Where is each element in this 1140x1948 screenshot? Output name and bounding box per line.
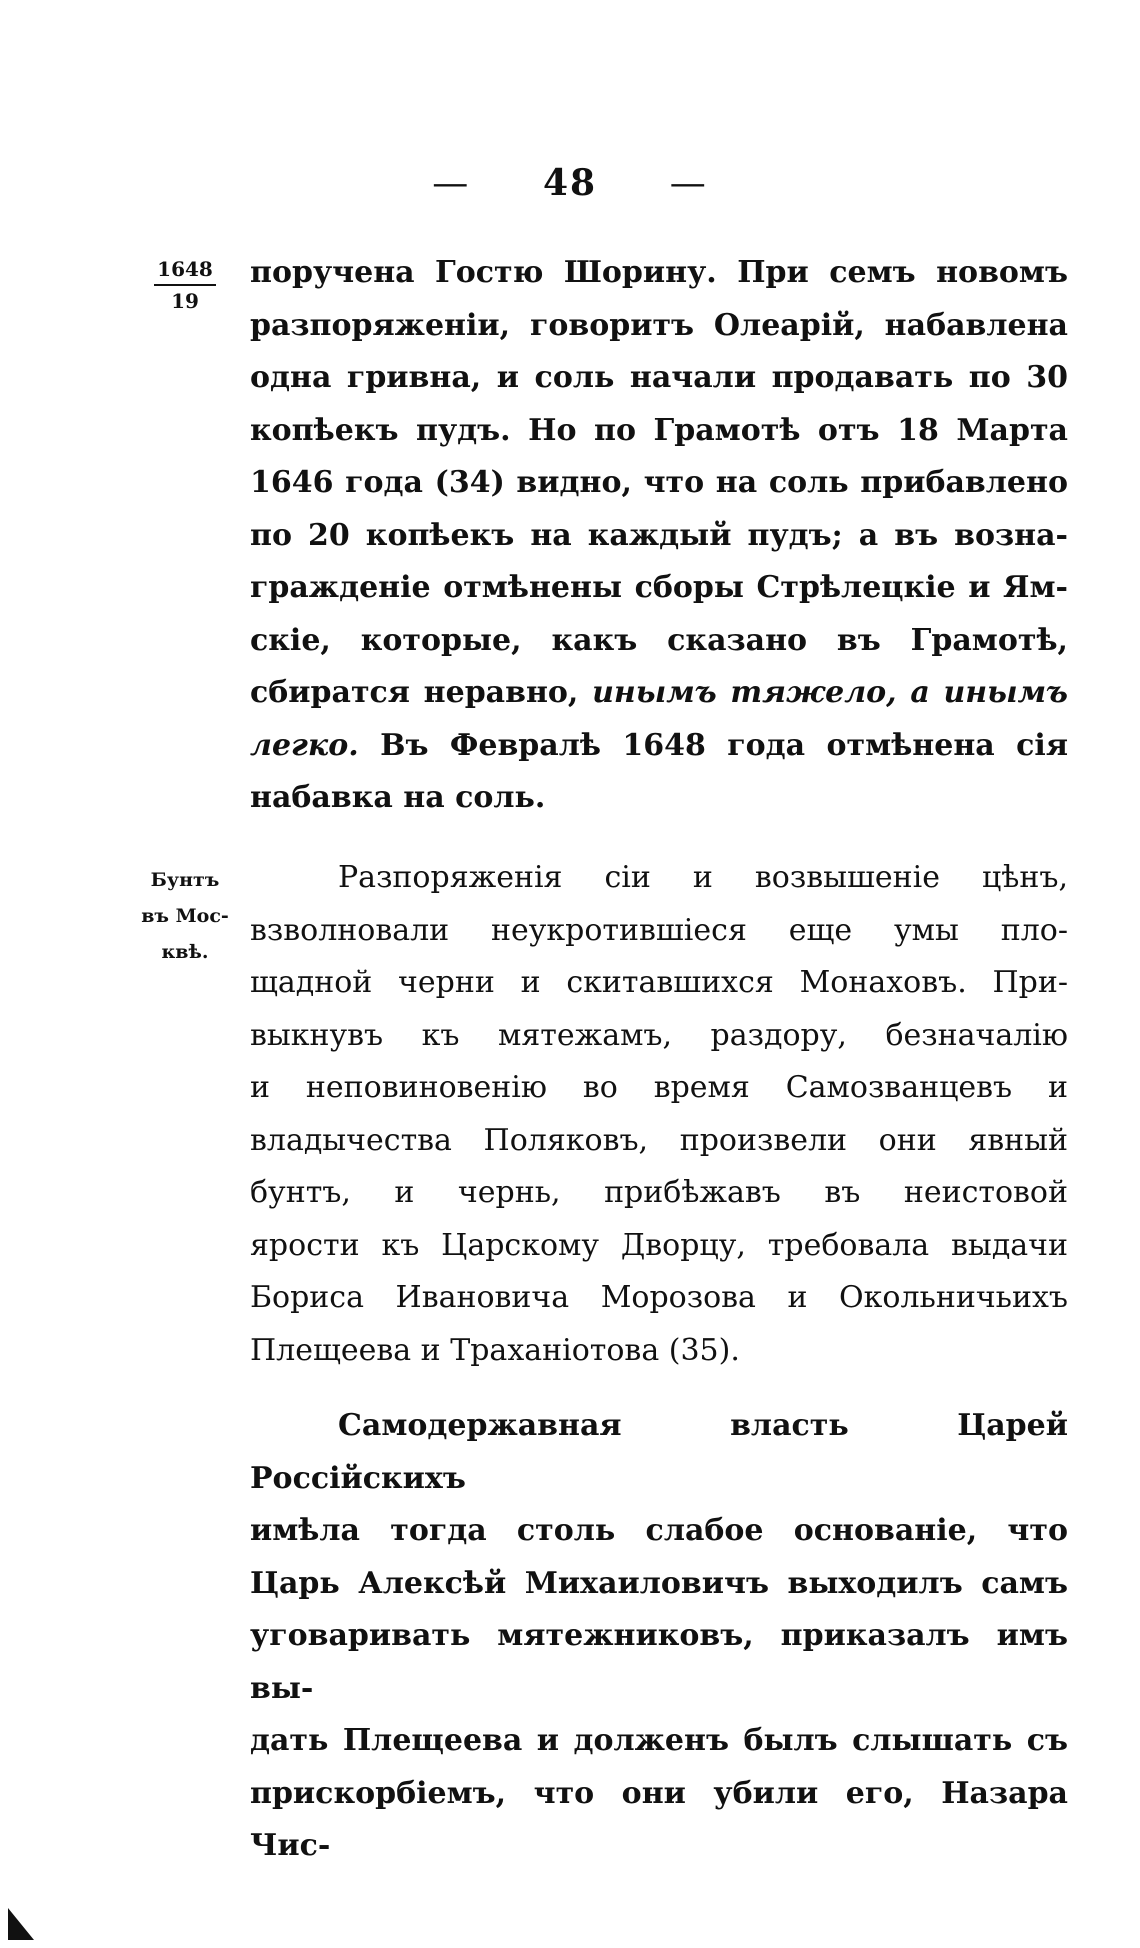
page-number: 48 — [542, 162, 598, 204]
text-span: Въ Февралѣ 1648 года отмѣнена сія — [380, 727, 1068, 763]
margin-year-top: 1648 — [154, 254, 216, 286]
paragraph-3 — [250, 1400, 1068, 1873]
text-line: щадной черни и скитавшихся Монаховъ. При- — [250, 965, 1068, 1000]
text-line: Царь Алексѣй Михаиловичъ выходилъ самъ — [250, 1565, 1068, 1601]
text-line: бунтъ, и чернь, прибѣжавъ въ неистовой — [250, 1175, 1068, 1210]
header-dash-left: — — [432, 163, 471, 204]
text-line: одна гривна, и соль начали продавать по 30 — [250, 360, 1068, 395]
text-line: и неповиновенію во время Самозванцевъ и — [250, 1070, 1068, 1105]
text-line: копѣекъ пудъ. Но по Грамотѣ отъ 18 Марта — [250, 412, 1068, 448]
margin-riot-line: въ Мос- — [141, 905, 229, 927]
text-line — [250, 720, 1068, 773]
margin-riot-line: Бунтъ — [150, 869, 220, 891]
text-line: выкнувъ къ мятежамъ, раздору, безначалію — [250, 1017, 1068, 1053]
text-line: взволновали неукротившіеся еще умы пло- — [250, 912, 1068, 948]
paragraph-1 — [250, 247, 1068, 825]
text-line: разпоряженіи, говоритъ Олеарій, набавлена — [250, 307, 1068, 343]
text-line: скіе, которые, какъ сказано въ Грамотѣ, — [250, 622, 1068, 658]
text-line: по 20 копѣекъ на каждый пудъ; а въ возна- — [250, 517, 1068, 553]
margin-year-note — [130, 254, 240, 316]
margin-year-bottom: 19 — [171, 289, 199, 313]
paragraph-2 — [250, 852, 1068, 1377]
text-line: набавка на соль. — [250, 780, 546, 815]
text-line: поручена Гостю Шорину. При семъ новомъ — [250, 255, 1068, 290]
italic-quote: инымъ тяжело, а инымъ — [592, 675, 1068, 710]
text-line: прискорбіемъ, что они убили его, Назара Чис- — [250, 1775, 1068, 1863]
header-dash-right: — — [669, 163, 708, 204]
margin-riot-note — [130, 862, 240, 970]
text-line: дать Плещеева и долженъ былъ слышать съ — [250, 1723, 1068, 1758]
text-line: уговаривать мятежниковъ, приказалъ имъ вы- — [250, 1618, 1068, 1706]
text-line: 1646 года (34) видно, что на соль прибавлено — [250, 465, 1068, 500]
text-line: Самодержавная власть Царей Россійскихъ — [250, 1408, 1068, 1496]
text-line: имѣла тогда столь слабое основаніе, что — [250, 1513, 1068, 1548]
text-line: ярости къ Царскому Дворцу, требовала выдачи — [250, 1227, 1068, 1263]
text-line: гражденіе отмѣнены сборы Стрѣлецкіе и Ям- — [250, 570, 1068, 605]
page-corner-mark — [8, 1908, 34, 1940]
margin-riot-line: квѣ. — [161, 941, 209, 963]
text-line: Бориса Ивановича Морозова и Окольничьихъ — [250, 1280, 1068, 1315]
italic-quote-end: легко. — [250, 727, 359, 763]
text-line: владычества Поляковъ, произвели они явный — [250, 1122, 1068, 1158]
text-line — [250, 667, 1068, 720]
page-header — [0, 162, 1140, 204]
text-line: Разпоряженія сіи и возвышеніе цѣнъ, — [338, 860, 1068, 895]
text-span: сбиратся неравно, — [250, 675, 579, 710]
text-line: Плещеева и Траханіотова (35). — [250, 1332, 740, 1368]
